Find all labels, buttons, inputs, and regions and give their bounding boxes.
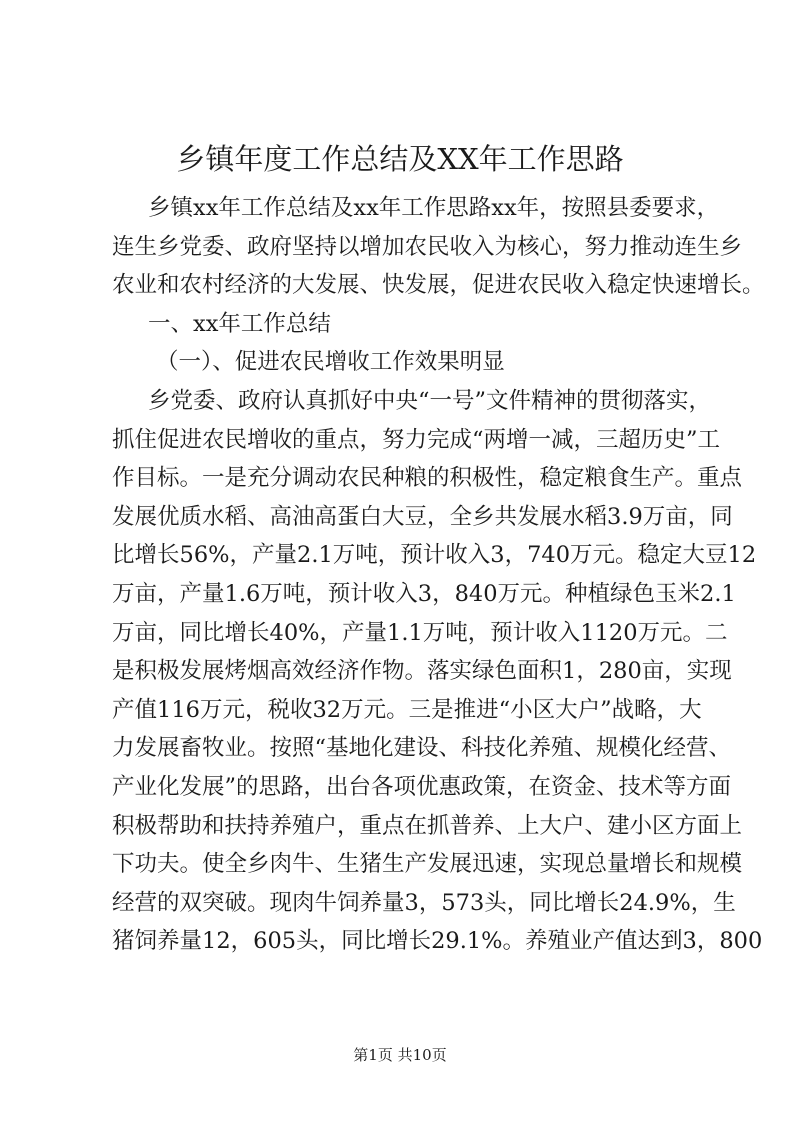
page-number-footer: 第1页 共10页 [353, 1046, 447, 1064]
section-heading: 一、xx年工作总结 [148, 310, 331, 337]
document-body [112, 189, 765, 961]
paragraph-line: 比增长56%，产量2.1万吨，预计收入3，740万元。稳定大豆12 [112, 542, 757, 569]
document-title: 乡镇年度工作总结及XX年工作思路 [176, 142, 624, 176]
paragraph-line: 农业和农村经济的大发展、快发展，促进农民收入稳定快速增长。 [112, 272, 765, 299]
paragraph-line: 万亩，产量1.6万吨，预计收入3，840万元。种植绿色玉米2.1 [112, 580, 736, 607]
paragraph-line: 发展优质水稻、高油高蛋白大豆，全乡共发展水稻3.9万亩，同 [112, 503, 733, 530]
subsection-heading: （一）、促进农民增收工作效果明显 [156, 349, 505, 376]
paragraph-line: 经营的双突破。现肉牛饲养量3，573头，同比增长24.9%，生 [112, 889, 736, 916]
paragraph-line: 猪饲养量12，605头，同比增长29.1%。养殖业产值达到3，800 [112, 928, 763, 955]
paragraph-line: 下功夫。使全乡肉牛、生猪生产发展迅速，实现总量增长和规模 [112, 851, 743, 878]
paragraph-line: 万亩，同比增长40%，产量1.1万吨，预计收入1120万元。二 [112, 619, 728, 646]
paragraph-line: 积极帮助和扶持养殖户，重点在抓普养、上大户、建小区方面上 [112, 812, 743, 839]
paragraph-line: 乡党委、政府认真抓好中央“一号”文件精神的贯彻落实， [148, 387, 712, 414]
paragraph-line: 连生乡党委、政府坚持以增加农民收入为核心，努力推动连生乡 [112, 233, 743, 260]
paragraph-line: 抓住促进农民增收的重点，努力完成“两增一减，三超历史”工 [112, 426, 721, 453]
paragraph-line: 作目标。一是充分调动农民种粮的积极性，稳定粮食生产。重点 [112, 465, 743, 492]
paragraph-line: 是积极发展烤烟高效经济作物。落实绿色面积1，280亩，实现 [112, 658, 732, 685]
paragraph-line: 产值116万元，税收32万元。三是推进“小区大户”战略，大 [112, 696, 702, 723]
paragraph-line: 产业化发展”的思路，出台各项优惠政策，在资金、技术等方面 [112, 773, 732, 800]
paragraph-line: 力发展畜牧业。按照“基地化建设、科技化养殖、规模化经营、 [112, 735, 732, 762]
paragraph-line: 乡镇xx年工作总结及xx年工作思路xx年，按照县委要求， [148, 195, 720, 221]
